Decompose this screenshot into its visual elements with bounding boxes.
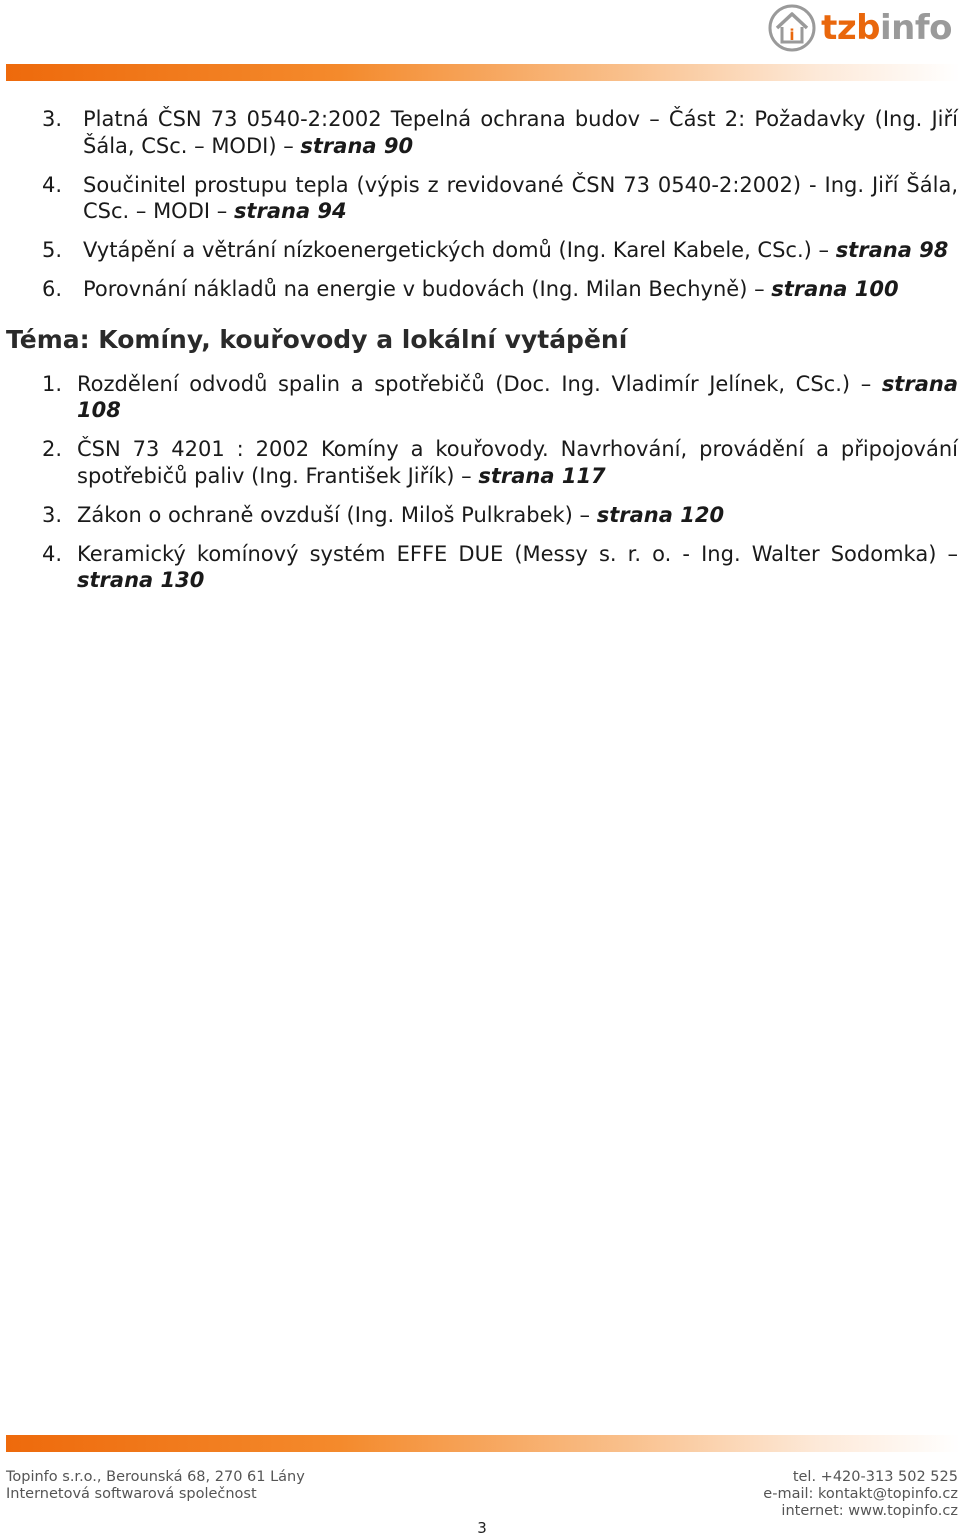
footer-company-info: [6, 1469, 305, 1503]
item-number: 4.: [42, 172, 63, 197]
item-number: 6.: [42, 277, 63, 301]
list-item: [6, 502, 958, 529]
document-body: [6, 106, 958, 606]
item-text: Zákon o ochraně ovzduší (Ing. Miloš Pulkrabek) –: [77, 502, 597, 527]
item-page-ref: strana 98: [835, 238, 949, 262]
item-number: 3.: [42, 107, 63, 131]
list-item: [6, 436, 958, 489]
item-page-ref: strana 117: [478, 463, 606, 488]
footer-email[interactable]: e-mail: kontakt@topinfo.cz: [763, 1486, 958, 1502]
logo-part-tzb: tzb: [821, 8, 880, 48]
list-item: [6, 276, 958, 303]
item-text: Rozdělení odvodů spalin a spotřebičů (Doc. Ing. Vladimír Jelínek, CSc.) –: [77, 371, 882, 396]
list-item: [6, 237, 958, 264]
logo-wordmark: [821, 8, 952, 48]
footer-phone: tel. +420-313 502 525: [792, 1469, 958, 1485]
footer-website[interactable]: internet: www.topinfo.cz: [781, 1503, 958, 1519]
item-number: 1.: [42, 371, 63, 396]
item-page-ref: strana 90: [300, 133, 414, 158]
item-number: 4.: [42, 541, 63, 566]
item-text: Keramický komínový systém EFFE DUE (Messy s. r. o. - Ing. Walter Sodomka) –: [77, 541, 958, 566]
footer-contact-info: [763, 1469, 958, 1520]
item-page-ref: strana 108: [77, 371, 958, 422]
list-item: [6, 106, 958, 159]
item-page-ref: strana 130: [77, 568, 205, 592]
list-item: [6, 371, 958, 424]
item-text: Vytápění a větrání nízkoenergetických domů (Ing. Karel Kabele, CSc.) –: [83, 238, 836, 262]
logo-part-info: info: [879, 8, 952, 48]
footer-tagline: Internetová softwarová společnost: [6, 1486, 257, 1502]
footer-gradient-bar: [6, 1435, 960, 1452]
article-list-energy: [6, 106, 958, 303]
item-number: 5.: [42, 238, 63, 262]
svg-text:i: i: [789, 26, 795, 44]
list-item: [6, 541, 958, 594]
tzbinfo-logo[interactable]: [767, 2, 952, 54]
item-page-ref: strana 100: [771, 277, 899, 301]
topic-heading: Téma: Komíny, kouřovody a lokální vytápění: [6, 324, 628, 354]
page-number: 3: [477, 1519, 487, 1537]
house-info-icon: [767, 3, 817, 53]
header-gradient-bar: [6, 64, 960, 81]
item-text: Součinitel prostupu tepla (výpis z revidované ČSN 73 0540-2:2002) - Ing. Jiří Šála, CSc. – MODI –: [83, 172, 958, 223]
item-text: Platná ČSN 73 0540-2:2002 Tepelná ochrana budov – Část 2: Požadavky (Ing. Jiří Šála, CSc. – MODI) –: [83, 107, 958, 158]
item-page-ref: strana 120: [596, 502, 725, 527]
item-page-ref: strana 94: [233, 199, 347, 223]
item-number: 2.: [42, 437, 63, 461]
item-text: Porovnání nákladů na energie v budovách (Ing. Milan Bechyně) –: [83, 277, 772, 301]
list-item: [6, 172, 958, 225]
footer-company-address: Topinfo s.r.o., Berounská 68, 270 61 Lány: [6, 1469, 305, 1485]
item-text: ČSN 73 4201 : 2002 Komíny a kouřovody. Navrhování, provádění a připojování spotřebičů paliv (Ing. František Jiřík) –: [77, 437, 958, 488]
article-list-chimneys: [6, 371, 958, 594]
item-number: 3.: [42, 502, 63, 527]
